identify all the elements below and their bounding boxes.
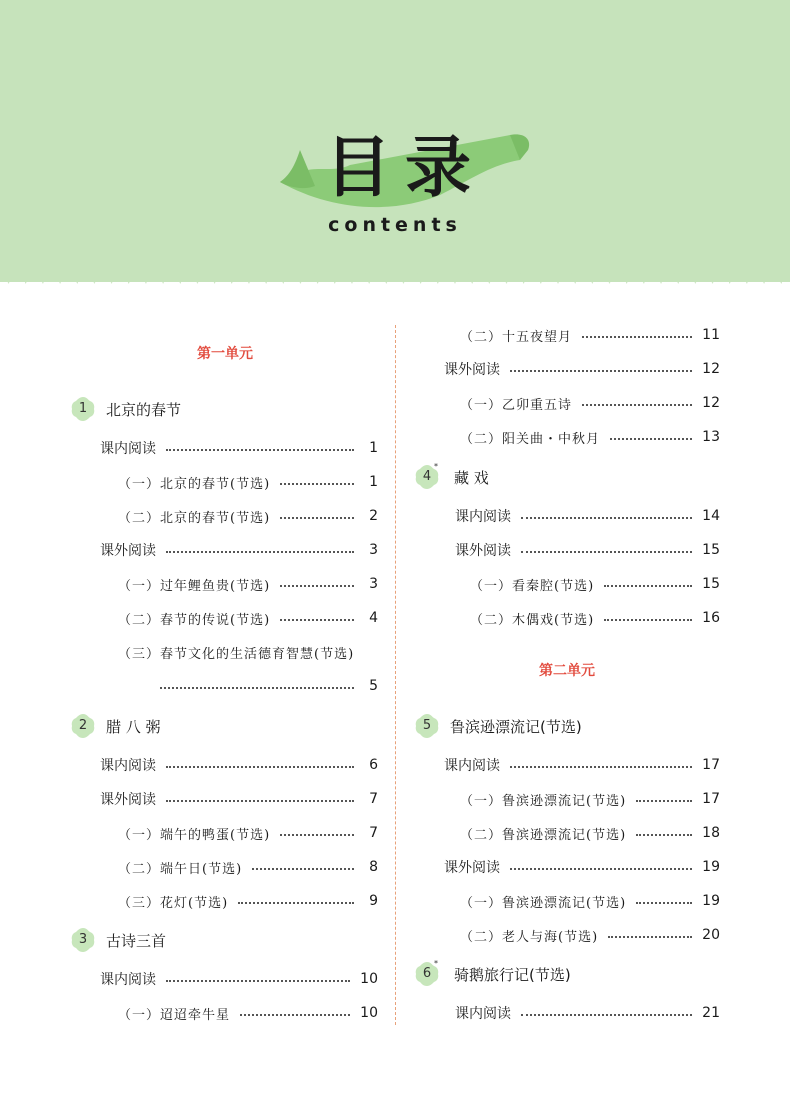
toc-entry[interactable]: （二） 春节的传说(节选) 4	[118, 610, 378, 628]
page-number: 3	[369, 542, 378, 558]
leader-dots	[521, 517, 692, 519]
page-number: 7	[369, 825, 378, 841]
leader-dots	[280, 483, 354, 485]
page-number: 15	[702, 542, 720, 558]
optional-star: *	[434, 959, 438, 968]
leader-dots	[166, 800, 354, 802]
toc-entry[interactable]: （二） 端午日(节选) 8	[118, 859, 378, 877]
toc-entry[interactable]: 课外阅读 19	[444, 859, 720, 876]
page-number: 8	[369, 859, 378, 875]
lesson-heading[interactable]	[70, 923, 380, 957]
leader-dots	[582, 404, 692, 406]
page-title: 目录	[325, 129, 485, 206]
page-number: 18	[702, 825, 720, 841]
toc-entry[interactable]: （一） 端午的鸭蛋(节选) 7	[118, 825, 378, 843]
toc-entry[interactable]: 课外阅读 15	[455, 542, 720, 559]
leader-dots	[280, 517, 354, 519]
leader-dots	[166, 766, 354, 768]
toc-entry[interactable]: 课内阅读 17	[444, 757, 720, 774]
leader-dots	[280, 585, 354, 587]
toc-entry[interactable]: 课外阅读 12	[444, 361, 720, 378]
page-number: 17	[702, 791, 720, 807]
leader-dots	[582, 336, 692, 338]
toc-entry-multiline[interactable]: （三） 春节文化的生活德育智慧(节选)	[118, 646, 355, 662]
leader-dots	[280, 619, 354, 621]
leader-dots	[636, 800, 692, 802]
lesson-title: 骑鹅旅行记(节选)	[454, 965, 571, 984]
page-number: 11	[702, 327, 720, 343]
page-number: 12	[702, 361, 720, 377]
toc-entry[interactable]: （二） 十五夜望月 11	[460, 327, 720, 345]
toc-entry[interactable]: 课内阅读 21	[455, 1005, 720, 1022]
page-number: 21	[702, 1005, 720, 1021]
leader-dots	[166, 980, 350, 982]
toc-entry[interactable]: 课内阅读 10	[100, 971, 378, 988]
lesson-title: 北京的春节	[106, 400, 182, 419]
lesson-heading[interactable]	[70, 709, 380, 743]
lesson-title: 腊 八 粥	[106, 717, 161, 736]
toc-entry[interactable]: （二） 阳关曲・中秋月 13	[460, 429, 720, 447]
lesson-number-badge: 4 *	[414, 464, 440, 490]
toc-entry[interactable]: 课外阅读 7	[100, 791, 378, 808]
lesson-title: 古诗三首	[106, 931, 167, 950]
page-number: 19	[702, 859, 720, 875]
page-number: 7	[369, 791, 378, 807]
page-number: 20	[702, 927, 720, 943]
leader-dots	[280, 834, 354, 836]
unit-heading: 第一单元	[197, 346, 253, 362]
page-number: 14	[702, 508, 720, 524]
lesson-number-badge: 3	[70, 927, 96, 953]
page-number: 15	[702, 576, 720, 592]
lesson-number-badge: 2	[70, 713, 96, 739]
lesson-heading[interactable]	[414, 709, 720, 743]
page-number: 10	[360, 1005, 378, 1021]
leader-dots	[166, 551, 354, 553]
page-number: 16	[702, 610, 720, 626]
lesson-heading[interactable]	[414, 460, 720, 494]
leader-dots	[238, 902, 354, 904]
page-subtitle: contents	[328, 214, 462, 236]
toc-entry[interactable]: （一） 看秦腔(节选) 15	[470, 576, 720, 594]
toc-entry[interactable]: （二） 鲁滨逊漂流记(节选) 18	[460, 825, 720, 843]
page-number: 5	[369, 678, 378, 694]
page-number: 9	[369, 893, 378, 909]
page-number: 6	[369, 757, 378, 773]
leader-dots	[521, 1014, 692, 1016]
page-number: 19	[702, 893, 720, 909]
leader-dots	[510, 766, 692, 768]
column-divider	[395, 325, 396, 1025]
leader-dots	[604, 619, 692, 621]
optional-star: *	[434, 462, 438, 471]
leader-dots	[636, 902, 692, 904]
toc-entry[interactable]: 课内阅读 14	[455, 508, 720, 525]
lesson-title: 鲁滨逊漂流记(节选)	[450, 717, 582, 736]
toc-entry[interactable]: （一） 过年鲤鱼贵(节选) 3	[118, 576, 378, 594]
toc-entry[interactable]: 课外阅读 3	[100, 542, 378, 559]
leader-dots	[510, 370, 692, 372]
page-number: 12	[702, 395, 720, 411]
page-number: 1	[369, 440, 378, 456]
header-banner	[0, 0, 790, 282]
leader-dots	[610, 438, 692, 440]
toc-entry[interactable]: 课内阅读 6	[100, 757, 378, 774]
toc-entry[interactable]: （二） 木偶戏(节选) 16	[470, 610, 720, 628]
toc-entry[interactable]: （一） 鲁滨逊漂流记(节选) 19	[460, 893, 720, 911]
toc-entry[interactable]: （三） 花灯(节选) 9	[118, 893, 378, 911]
leader-dots	[636, 834, 692, 836]
unit-heading: 第二单元	[539, 663, 595, 679]
leader-dots	[510, 868, 692, 870]
lesson-heading[interactable]	[414, 957, 720, 991]
page-number: 17	[702, 757, 720, 773]
leader-dots	[166, 449, 354, 451]
lesson-number-badge: 5	[414, 713, 440, 739]
toc-entry[interactable]: （一） 北京的春节(节选) 1	[118, 474, 378, 492]
leader-dots	[521, 551, 692, 553]
leader-dots	[604, 585, 692, 587]
toc-entry-continuation[interactable]	[160, 669, 378, 703]
page-number: 4	[369, 610, 378, 626]
toc-entry[interactable]: （一） 鲁滨逊漂流记(节选) 17	[460, 791, 720, 809]
page-number: 2	[369, 508, 378, 524]
page-number: 13	[702, 429, 720, 445]
toc-entry[interactable]: 课内阅读 1	[100, 440, 378, 457]
leader-dots	[252, 868, 354, 870]
page-number: 1	[369, 474, 378, 490]
lesson-title: 藏 戏	[454, 468, 489, 487]
toc-entry[interactable]: （二） 老人与海(节选) 20	[460, 927, 720, 945]
page-number: 3	[369, 576, 378, 592]
toc-entry[interactable]: （一） 迢迢牵牛星 10	[118, 1005, 378, 1023]
page-number: 10	[360, 971, 378, 987]
toc-entry[interactable]: （二） 北京的春节(节选) 2	[118, 508, 378, 526]
scalloped-edge	[0, 254, 790, 284]
lesson-heading[interactable]	[70, 392, 380, 426]
leader-dots	[240, 1014, 350, 1016]
lesson-number-badge: 6 *	[414, 961, 440, 987]
leader-dots	[608, 936, 692, 938]
lesson-number-badge: 1	[70, 396, 96, 422]
toc-entry[interactable]: （一） 乙卯重五诗 12	[460, 395, 720, 413]
leader-dots	[160, 687, 354, 689]
